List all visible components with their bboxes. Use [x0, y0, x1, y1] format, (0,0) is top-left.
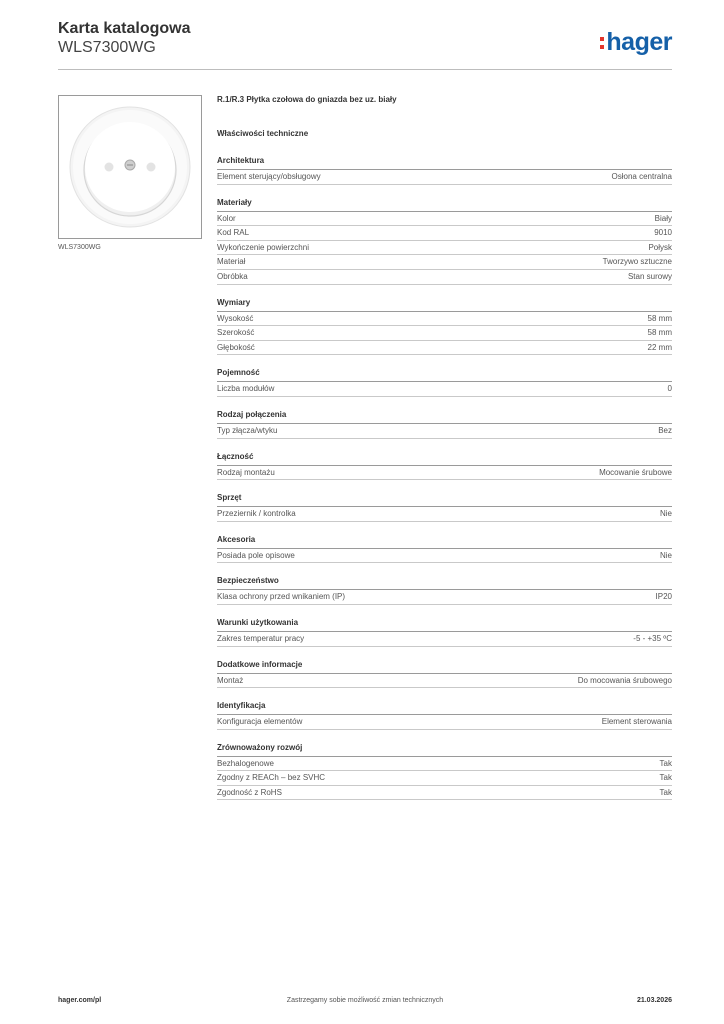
spec-label: Wykończenie powierzchni — [217, 242, 309, 252]
spec-row — [217, 632, 672, 647]
spec-label: Kod RAL — [217, 228, 250, 238]
spec-value: 0 — [667, 384, 672, 394]
spec-label: Liczba modułów — [217, 384, 275, 394]
spec-row — [217, 674, 672, 689]
spec-value: Nie — [659, 550, 672, 560]
spec-label: Wysokość — [217, 313, 254, 323]
footer-notice: Zastrzegamy sobie możliwość zmian technicznych — [286, 997, 444, 1004]
spec-value: 58 mm — [647, 313, 672, 323]
spec-label: Głębokość — [217, 342, 255, 352]
spec-label: Materiał — [217, 257, 246, 267]
spec-sheet — [217, 95, 672, 800]
section-title: Łączność — [217, 452, 672, 466]
spec-value: Do mocowania śrubowego — [577, 675, 672, 685]
logo-colon-icon — [600, 35, 604, 51]
spec-value: Tak — [659, 773, 672, 783]
section-title: Materiały — [217, 198, 672, 212]
spec-row — [217, 270, 672, 285]
section-title: Akcesoria — [217, 535, 672, 549]
section-title: Rodzaj połączenia — [217, 410, 672, 424]
footer-date: 21.03.2026 — [636, 997, 672, 1004]
spec-row — [217, 507, 672, 522]
spec-row — [217, 241, 672, 256]
spec-row — [217, 341, 672, 356]
section-title: Bezpieczeństwo — [217, 576, 672, 590]
spec-section — [217, 535, 672, 564]
spec-label: Przeziernik / kontrolka — [217, 509, 296, 519]
spec-label: Konfiguracja elementów — [217, 717, 303, 727]
spec-row — [217, 466, 672, 481]
section-title: Warunki użytkowania — [217, 618, 672, 632]
spec-row — [217, 326, 672, 341]
spec-section — [217, 198, 672, 285]
spec-value: -5 - +35 ºC — [633, 633, 672, 643]
document-title: Karta katalogowa — [58, 20, 191, 37]
section-title: Wymiary — [217, 298, 672, 312]
spec-value: Mocowanie śrubowe — [599, 467, 672, 477]
spec-section — [217, 618, 672, 647]
spec-label: Bezhalogenowe — [217, 758, 274, 768]
spec-row — [217, 771, 672, 786]
header-divider — [58, 69, 672, 70]
spec-row — [217, 226, 672, 241]
hager-logo[interactable] — [600, 28, 672, 57]
section-title: Sprzęt — [217, 493, 672, 507]
spec-section — [217, 743, 672, 801]
spec-value: 22 mm — [647, 342, 672, 352]
spec-value: Nie — [659, 509, 672, 519]
spec-label: Montaż — [217, 675, 244, 685]
spec-row — [217, 786, 672, 801]
spec-value: 9010 — [654, 228, 672, 238]
spec-value: Stan surowy — [627, 271, 672, 281]
spec-value: Osłona centralna — [611, 172, 672, 181]
spec-label: Element sterujący/obsługowy — [217, 172, 321, 181]
spec-value: Tak — [659, 787, 672, 797]
spec-row — [217, 212, 672, 227]
spec-section — [217, 576, 672, 605]
socket-plate-icon — [59, 96, 201, 238]
spec-label: Klasa ochrony przed wnikaniem (IP) — [217, 592, 346, 602]
spec-label: Kolor — [217, 213, 236, 223]
section-title: Dodatkowe informacje — [217, 660, 672, 674]
spec-section — [217, 701, 672, 730]
spec-row — [217, 424, 672, 439]
spec-label: Zgodność z RoHS — [217, 787, 282, 797]
spec-row — [217, 170, 672, 185]
spec-section — [217, 660, 672, 689]
spec-sections — [217, 156, 672, 800]
spec-section — [217, 156, 672, 185]
spec-section — [217, 410, 672, 439]
spec-label: Obróbka — [217, 271, 248, 281]
spec-row — [217, 382, 672, 397]
spec-label: Posiada pole opisowe — [217, 550, 295, 560]
spec-value: IP20 — [655, 592, 672, 602]
footer-url[interactable]: hager.com/pl — [58, 997, 102, 1004]
spec-row — [217, 549, 672, 564]
spec-label: Rodzaj montażu — [217, 467, 275, 477]
tech-heading: Właściwości techniczne — [217, 129, 309, 138]
spec-value: 58 mm — [647, 328, 672, 338]
footer — [58, 997, 672, 1009]
spec-label: Zgodny z REACh – bez SVHC — [217, 773, 326, 783]
spec-label: Zakres temperatur pracy — [217, 633, 305, 643]
spec-section — [217, 368, 672, 397]
spec-value: Połysk — [648, 242, 672, 252]
spec-value: Tworzywo sztuczne — [602, 257, 672, 267]
spec-value: Biały — [654, 213, 672, 223]
spec-section — [217, 452, 672, 481]
spec-value: Tak — [659, 758, 672, 768]
spec-value: Element sterowania — [601, 717, 672, 727]
spec-value: Bez — [658, 425, 672, 435]
spec-row — [217, 715, 672, 730]
section-title: Architektura — [217, 156, 672, 170]
product-image — [58, 95, 202, 239]
spec-row — [217, 312, 672, 327]
logo-text: hager — [606, 28, 672, 56]
spec-row — [217, 757, 672, 772]
section-title: Pojemność — [217, 368, 672, 382]
spec-label: Typ złącza/wtyku — [217, 425, 278, 435]
spec-row — [217, 255, 672, 270]
section-title: Identyfikacja — [217, 701, 672, 715]
product-code: WLS7300WG — [58, 39, 156, 56]
spec-row — [217, 590, 672, 605]
spec-section — [217, 298, 672, 356]
spec-section — [217, 493, 672, 522]
section-title: Zrównoważony rozwój — [217, 743, 672, 757]
product-title: R.1/R.3 Płytka czołowa do gniazda bez uz. biały — [217, 95, 397, 104]
spec-label: Szerokość — [217, 328, 255, 338]
image-caption: WLS7300WG — [58, 244, 101, 251]
